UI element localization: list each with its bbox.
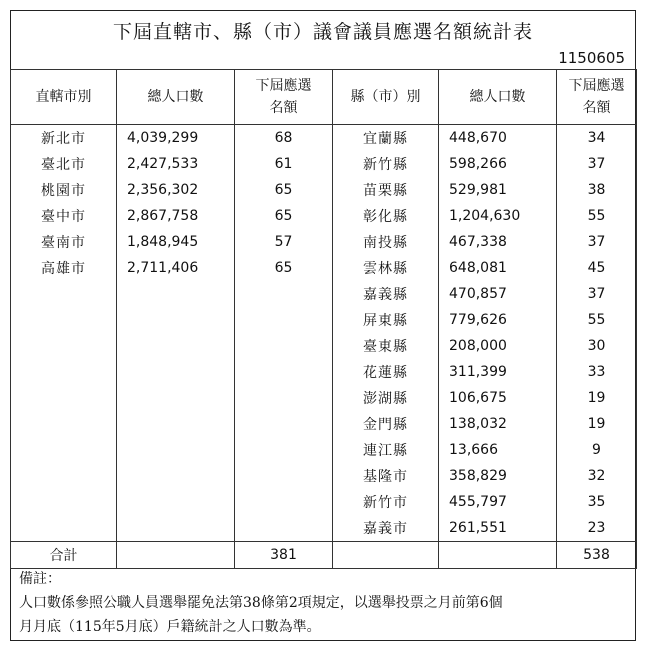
table-row [11,463,637,489]
city-population: 2,867,758 [117,203,235,229]
county-name: 嘉義市 [333,515,439,542]
header-city-seats [235,70,333,125]
table-row [11,333,637,359]
county-seats: 38 [557,177,637,203]
county-population: 13,666 [439,437,557,463]
table-row [11,177,637,203]
county-seats: 35 [557,489,637,515]
county-seats: 30 [557,333,637,359]
county-name: 新竹縣 [333,151,439,177]
county-population: 358,829 [439,463,557,489]
city-name: 新北市 [11,125,117,152]
table-row [11,255,637,281]
header-city-population: 總人口數 [117,70,235,125]
empty-cell [11,411,117,437]
empty-cell [117,307,235,333]
table-row [11,385,637,411]
county-name: 宜蘭縣 [333,125,439,152]
header-city: 直轄市別 [11,70,117,125]
empty-cell [11,359,117,385]
county-name: 彰化縣 [333,203,439,229]
city-seats: 61 [235,151,333,177]
county-population: 208,000 [439,333,557,359]
empty-cell [11,281,117,307]
county-name: 基隆市 [333,463,439,489]
empty-cell [235,281,333,307]
county-seats: 37 [557,151,637,177]
empty-cell [117,281,235,307]
empty-cell [235,463,333,489]
county-population: 261,551 [439,515,557,542]
county-name: 花蓮縣 [333,359,439,385]
county-seats: 37 [557,281,637,307]
empty-cell [117,463,235,489]
county-population: 470,857 [439,281,557,307]
totals-county-pop-empty [439,542,557,569]
table-row [11,437,637,463]
totals-label: 合計 [11,542,117,569]
empty-cell [117,385,235,411]
table-header-row [11,70,637,125]
empty-cell [235,307,333,333]
county-seats: 32 [557,463,637,489]
header-city-seats-text: 下屆應選名額 [255,78,312,116]
statistics-form [10,10,636,641]
totals-county-empty [333,542,439,569]
empty-cell [11,489,117,515]
empty-cell [117,515,235,542]
city-population: 4,039,299 [117,125,235,152]
form-title: 下屆直轄市、縣（市）議會議員應選名額統計表 [112,21,533,43]
table-row [11,151,637,177]
empty-cell [11,463,117,489]
empty-cell [11,307,117,333]
empty-cell [235,437,333,463]
table-row [11,229,637,255]
city-name: 臺北市 [11,151,117,177]
county-seats: 19 [557,411,637,437]
county-name: 連江縣 [333,437,439,463]
county-seats: 55 [557,307,637,333]
county-population: 529,981 [439,177,557,203]
county-name: 雲林縣 [333,255,439,281]
county-name: 嘉義縣 [333,281,439,307]
county-seats: 9 [557,437,637,463]
empty-cell [117,437,235,463]
totals-row [11,542,637,569]
county-name: 苗栗縣 [333,177,439,203]
empty-cell [235,333,333,359]
table-row [11,125,637,152]
county-name: 臺東縣 [333,333,439,359]
county-name: 新竹市 [333,489,439,515]
county-seats: 37 [557,229,637,255]
city-seats: 65 [235,177,333,203]
county-population: 311,399 [439,359,557,385]
table-row [11,307,637,333]
empty-cell [235,359,333,385]
empty-cell [235,411,333,437]
county-name: 金門縣 [333,411,439,437]
empty-cell [11,515,117,542]
document-number: 1150605 [558,49,625,67]
city-name: 臺中市 [11,203,117,229]
county-population: 455,797 [439,489,557,515]
notes-section [19,567,503,639]
seat-allocation-table [10,69,637,569]
totals-city-seats: 381 [235,542,333,569]
totals-county-seats: 538 [557,542,637,569]
empty-cell [117,333,235,359]
city-population: 2,711,406 [117,255,235,281]
county-population: 467,338 [439,229,557,255]
notes-line-1: 人口數係參照公職人員選舉罷免法第38條第2項規定，以選舉投票之月前第6個 [19,595,503,611]
city-seats: 65 [235,255,333,281]
header-county: 縣（市）別 [333,70,439,125]
empty-cell [235,489,333,515]
empty-cell [235,385,333,411]
table-row [11,489,637,515]
totals-city-pop-empty [117,542,235,569]
county-population: 598,266 [439,151,557,177]
county-name: 屏東縣 [333,307,439,333]
table-row [11,359,637,385]
empty-cell [11,333,117,359]
notes-line-2: 月月底（115年5月底）戶籍統計之人口數為準。 [19,619,321,635]
county-population: 1,204,630 [439,203,557,229]
table-row [11,281,637,307]
city-seats: 68 [235,125,333,152]
city-population: 1,848,945 [117,229,235,255]
city-population: 2,356,302 [117,177,235,203]
county-seats: 33 [557,359,637,385]
header-county-seats-text: 下屆應選名額 [568,78,625,116]
county-seats: 23 [557,515,637,542]
table-row [11,203,637,229]
table-row [11,515,637,542]
city-population: 2,427,533 [117,151,235,177]
county-seats: 55 [557,203,637,229]
empty-cell [11,437,117,463]
county-seats: 34 [557,125,637,152]
city-seats: 57 [235,229,333,255]
county-seats: 45 [557,255,637,281]
empty-cell [117,359,235,385]
county-name: 澎湖縣 [333,385,439,411]
header-county-population: 總人口數 [439,70,557,125]
city-name: 高雄市 [11,255,117,281]
county-seats: 19 [557,385,637,411]
table-row [11,411,637,437]
county-population: 648,081 [439,255,557,281]
empty-cell [235,515,333,542]
county-population: 448,670 [439,125,557,152]
empty-cell [11,385,117,411]
city-name: 臺南市 [11,229,117,255]
notes-heading: 備註： [19,571,61,587]
county-population: 138,032 [439,411,557,437]
city-seats: 65 [235,203,333,229]
empty-cell [117,411,235,437]
header-county-seats [557,70,637,125]
empty-cell [117,489,235,515]
county-name: 南投縣 [333,229,439,255]
county-population: 106,675 [439,385,557,411]
city-name: 桃園市 [11,177,117,203]
county-population: 779,626 [439,307,557,333]
